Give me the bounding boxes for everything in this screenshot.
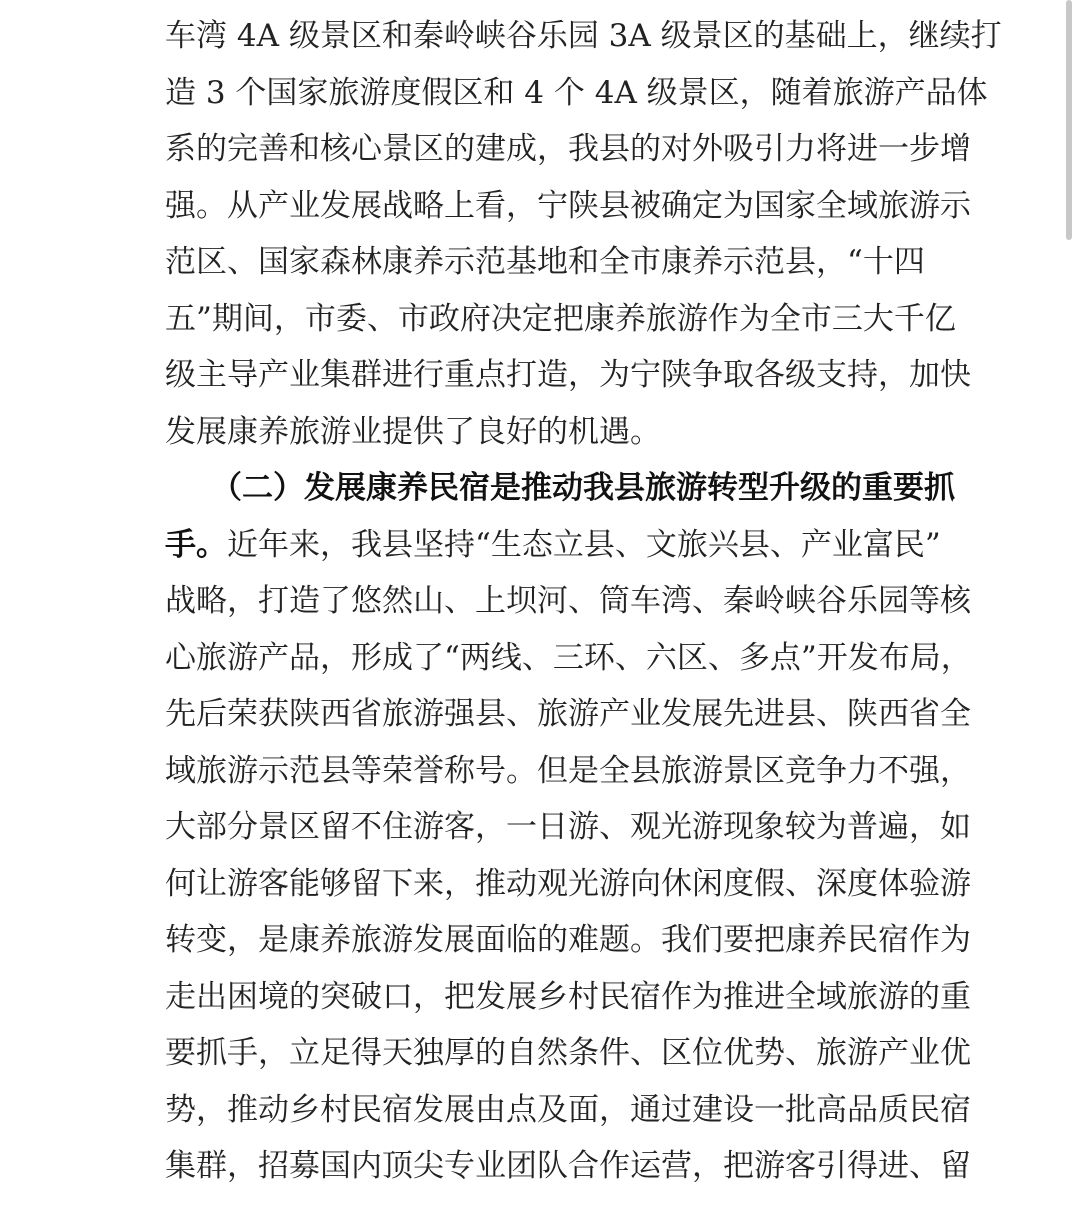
text-line: 先后荣获陕西省旅游强县、旅游产业发展先进县、陕西省全 [165, 696, 971, 732]
text-line: 级主导产业集群进行重点打造，为宁陕争取各级支持，加快 [165, 357, 971, 393]
section-heading: （二）发展康养民宿是推动我县旅游转型升级的重要抓 [211, 470, 955, 506]
text-line: 发展康养旅游业提供了良好的机遇。 [165, 413, 661, 450]
text-line: 造 3 个国家旅游度假区和 4 个 4A 级景区，随着旅游产品体 [165, 74, 988, 111]
text-line [165, 517, 941, 574]
text-line: 域旅游示范县等荣誉称号。但是全县旅游景区竞争力不强， [165, 752, 971, 789]
text-line: 势，推动乡村民宿发展由点及面，通过建设一批高品质民宿 [165, 1091, 971, 1128]
text-line-rest: 近年来，我县坚持“生态立县、文旅兴县、产业富民” [227, 526, 941, 563]
document-body [165, 8, 1002, 1195]
text-line: 战略，打造了悠然山、上坝河、筒车湾、秦岭峡谷乐园等核 [165, 583, 971, 619]
text-line: 系的完善和核心景区的建成，我县的对外吸引力将进一步增 [165, 131, 971, 167]
text-line: 范区、国家森林康养示范基地和全市康养示范县，“十四 [165, 244, 925, 280]
scrollbar-thumb[interactable] [1066, 0, 1072, 240]
text-line: 大部分景区留不住游客，一日游、观光游现象较为普遍，如 [165, 809, 971, 845]
paragraph-2 [165, 460, 972, 1195]
section-heading-tail: 手。 [165, 526, 227, 563]
text-line: 车湾 4A 级景区和秦岭峡谷乐园 3A 级景区的基础上，继续打 [165, 18, 1002, 54]
text-line: 集群，招募国内顶尖专业团队合作运营，把游客引得进、留 [165, 1148, 971, 1184]
text-line: 转变，是康养旅游发展面临的难题。我们要把康养民宿作为 [165, 922, 971, 958]
text-line: 走出困境的突破口，把发展乡村民宿作为推进全域旅游的重 [165, 978, 971, 1015]
text-line: 心旅游产品，形成了“两线、三环、六区、多点”开发布局， [165, 639, 972, 676]
text-line: 强。从产业发展战略上看，宁陕县被确定为国家全域旅游示 [165, 187, 971, 224]
text-line: 何让游客能够留下来，推动观光游向休闲度假、深度体验游 [165, 865, 971, 902]
text-line: 要抓手，立足得天独厚的自然条件、区位优势、旅游产业优 [165, 1035, 971, 1071]
text-line: 五”期间，市委、市政府决定把康养旅游作为全市三大千亿 [165, 300, 956, 337]
scrollbar-track[interactable] [1066, 0, 1072, 1207]
paragraph-1 [165, 8, 1002, 460]
